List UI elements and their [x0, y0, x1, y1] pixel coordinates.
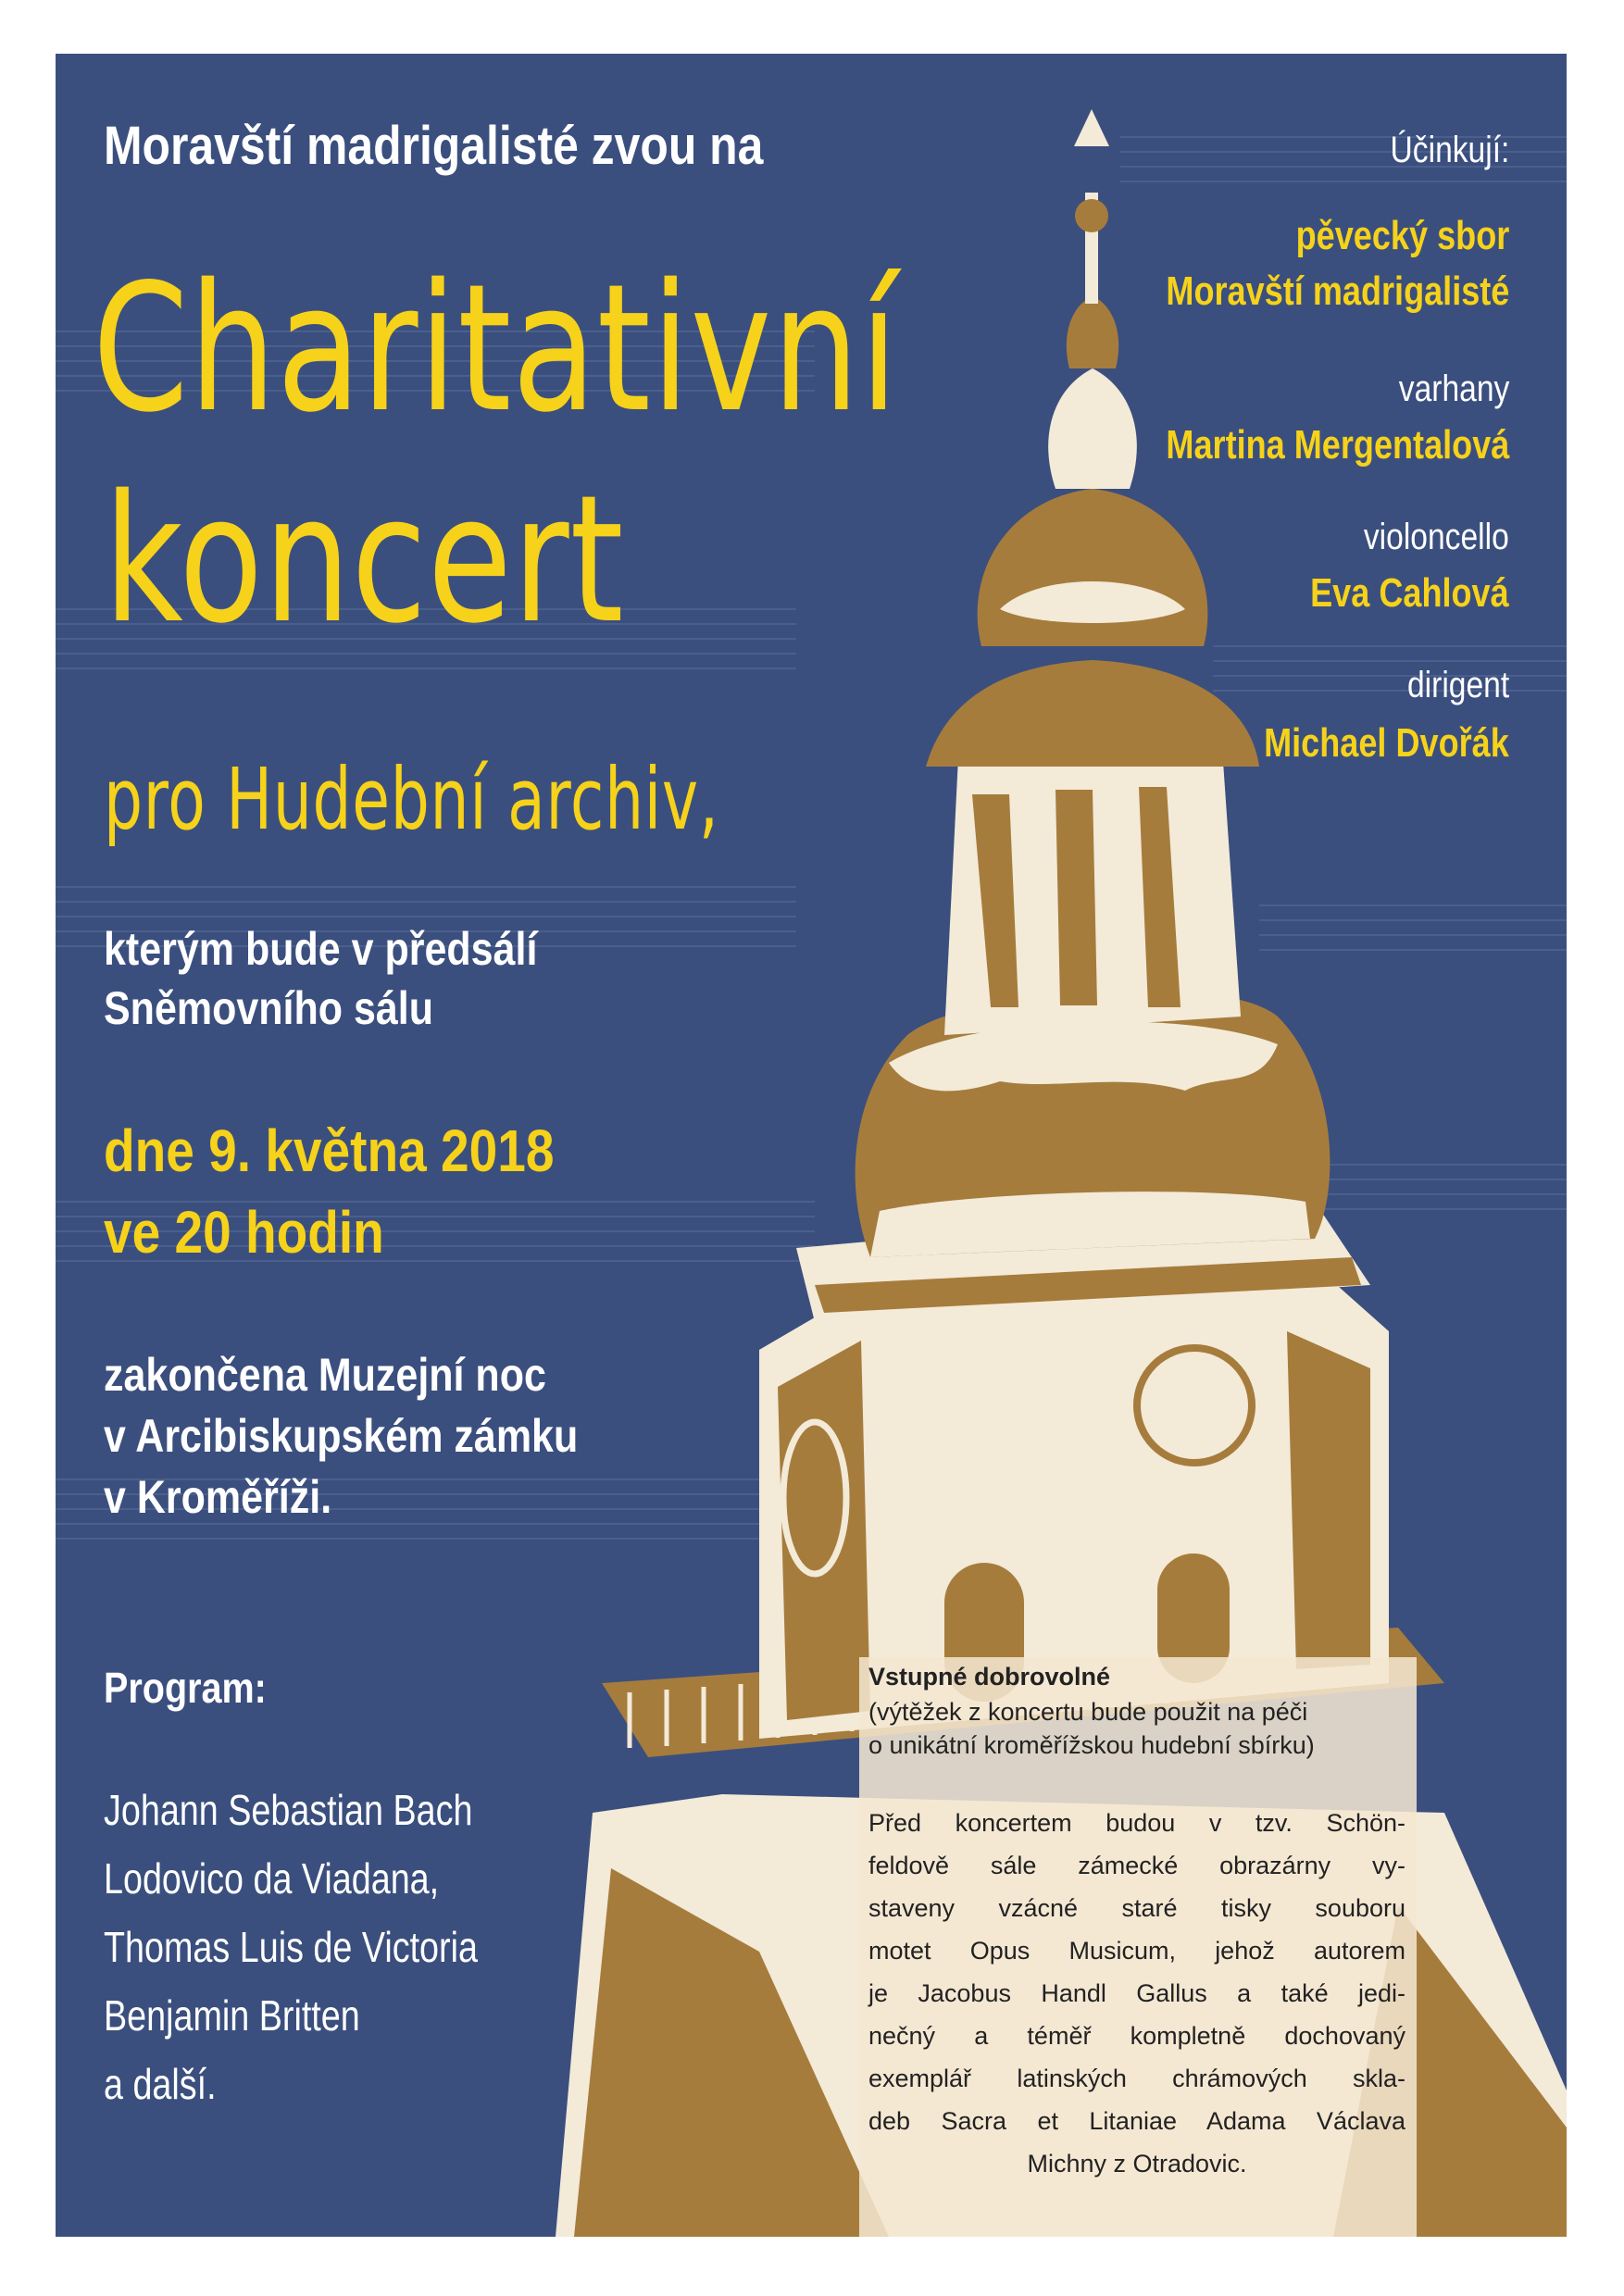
- program-title: Program:: [104, 1664, 267, 1712]
- info-text-line: motet Opus Musicum, jehož autorem: [868, 1937, 1405, 1965]
- venue-line-1: kterým bude v předsálí: [104, 923, 538, 975]
- closing-line-3: v Kroměříži.: [104, 1471, 332, 1523]
- headline: Moravští madrigalisté zvou na: [104, 116, 764, 176]
- program-item: Johann Sebastian Bach: [104, 1786, 473, 1834]
- program-item: Thomas Luis de Victoria: [104, 1923, 478, 1971]
- info-text-line: Michny z Otradovic.: [1027, 2150, 1247, 2177]
- title-line-2: koncert: [104, 457, 625, 662]
- title-line-1: Charitativní: [93, 246, 899, 451]
- poster: [56, 54, 1567, 2237]
- info-text-line: je Jacobus Handl Gallus a také jedi-: [868, 1979, 1405, 2007]
- info-text-line: feldově sále zámecké obrazárny vy-: [868, 1852, 1405, 1879]
- cello-name: Eva Cahlová: [1310, 570, 1509, 616]
- date-line-1: dne 9. května 2018: [104, 1117, 555, 1184]
- info-note-line: o unikátní kroměřížskou hudební sbírku): [868, 1731, 1315, 1759]
- choir-name: Moravští madrigalisté: [1166, 268, 1509, 314]
- info-note-line: (výtěžek z koncertu bude použit na péči: [868, 1698, 1308, 1726]
- choir-role: pěvecký sbor: [1295, 213, 1509, 258]
- closing-line-1: zakončena Muzejní noc: [104, 1349, 546, 1401]
- venue-line-2: Sněmovního sálu: [104, 982, 434, 1034]
- organ-name: Martina Mergentalová: [1166, 422, 1509, 468]
- info-text-line: exemplář latinských chrámových skla-: [868, 2065, 1405, 2092]
- cello-role: violoncello: [1364, 517, 1509, 557]
- info-title: Vstupné dobrovolné: [868, 1663, 1111, 1691]
- info-text-line: deb Sacra et Litaniae Adama Václava: [868, 2107, 1405, 2135]
- program-item: Lodovico da Viadana,: [104, 1854, 440, 1903]
- info-text-line: Před koncertem budou v tzv. Schön-: [868, 1809, 1405, 1837]
- conductor-role: dirigent: [1406, 665, 1509, 705]
- program-item: Benjamin Britten: [104, 1991, 360, 2040]
- performers-title: Účinkují:: [1390, 130, 1509, 170]
- program-item: a další.: [104, 2060, 217, 2108]
- date-line-2: ve 20 hodin: [104, 1199, 384, 1266]
- subtitle: pro Hudební archiv,: [104, 750, 719, 849]
- closing-line-2: v Arcibiskupském zámku: [104, 1410, 579, 1462]
- info-text-line: nečný a téměř kompletně dochovaný: [868, 2022, 1405, 2050]
- info-text-line: staveny vzácné staré tisky souboru: [868, 1894, 1405, 1922]
- organ-role: varhany: [1398, 368, 1509, 409]
- finial: [1048, 368, 1137, 489]
- conductor-name: Michael Dvořák: [1264, 720, 1509, 766]
